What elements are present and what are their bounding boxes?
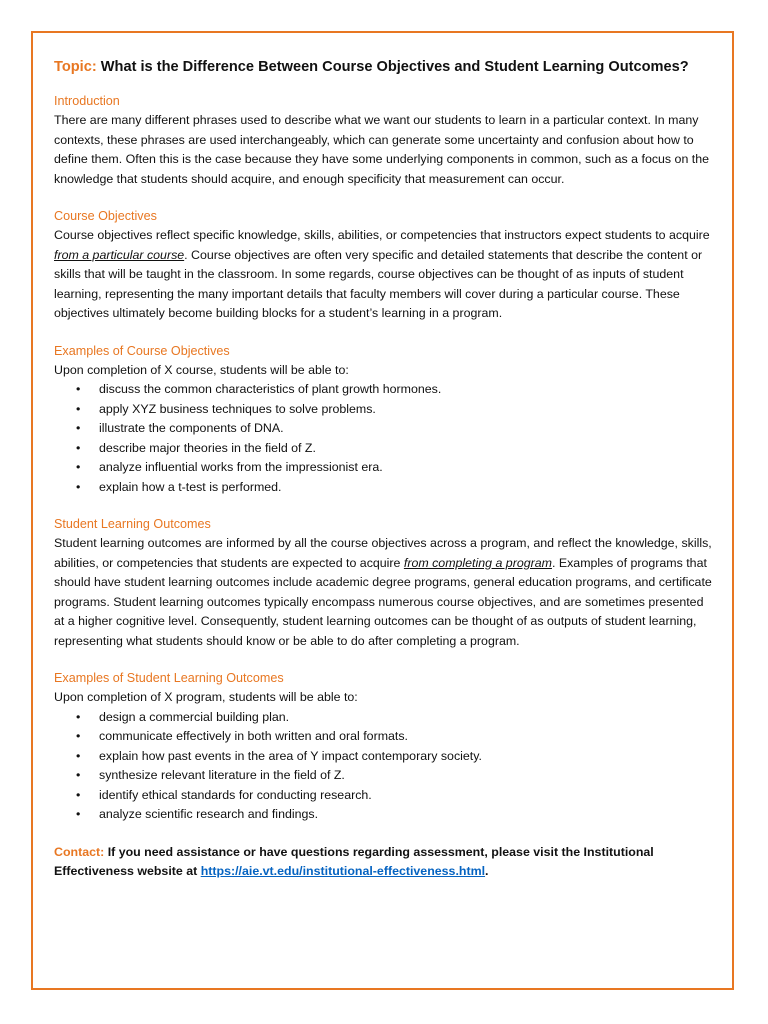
list-item-text: apply XYZ business techniques to solve problems. <box>99 401 376 416</box>
slo-paragraph <box>54 534 716 651</box>
list-item <box>54 805 716 825</box>
bullet-icon: • <box>76 807 81 821</box>
institutional-effectiveness-link[interactable]: https://aie.vt.edu/institutional-effectiveness.html <box>200 864 486 878</box>
bullet-icon: • <box>76 382 81 396</box>
contact-paragraph <box>54 843 716 882</box>
heading-examples-objectives: Examples of Course Objectives <box>54 343 230 358</box>
list-item <box>54 400 716 420</box>
section-examples-slo <box>54 669 716 825</box>
list-item-text: explain how past events in the area of Y impact contemporary society. <box>99 748 482 763</box>
objectives-list <box>54 380 716 497</box>
topic-label: Topic: <box>54 59 97 75</box>
bullet-icon: • <box>76 787 81 802</box>
heading-introduction: Introduction <box>54 94 120 108</box>
heading-examples-slo: Examples of Student Learning Outcomes <box>54 671 284 685</box>
course-objectives-text-end: . Course objectives are often very specific and detailed statements that describe the content or skills that will be taught in the classroom. In some regards, course objectives can be thought of as inputs of student learning, representing the many important details that faculty members will cover during a particular course. These objectives ultimately become building blocks for a student’s learning in a program. <box>54 247 703 320</box>
slo-text-end: . Examples of programs that should have student learning outcomes include academic degree programs, general education programs, and certificate programs. Student learning outcomes typically encompass numerous course objectives, and are sometimes presented at a higher cognitive level. Consequently, student learning outcomes can be thought of as outputs of student learning, representing what students should know or be able to do after completing a program. <box>54 555 712 648</box>
section-course-objectives <box>54 207 716 324</box>
contact-label: Contact: <box>54 844 105 859</box>
list-item <box>54 786 716 806</box>
list-item <box>54 766 716 786</box>
list-item-text: explain how a t-test is performed. <box>99 479 282 494</box>
contact-text: If you need assistance or have questions regarding assessment, please visit the Institutional Effectiveness website at <box>54 844 654 878</box>
intro-paragraph: There are many different phrases used to describe what we want our students to learn in a particular context. In many contexts, these phrases are used interchangeably, which can generate some uncertainty and confusion about how to define them. Often this is the case because they have some underlying components in common, such as a focus on the knowledge that students should acquire, and enough specificity that measurement can occur. <box>54 113 710 186</box>
list-item <box>54 380 716 400</box>
list-item-text: communicate effectively in both written and oral formats. <box>99 729 408 743</box>
list-item-text: analyze influential works from the impressionist era. <box>99 460 383 474</box>
list-item-text: analyze scientific research and findings. <box>99 807 319 821</box>
course-objectives-text-start: Course objectives reflect specific knowledge, skills, abilities, or competencies that instructors expect students to acquire <box>54 228 710 242</box>
list-item <box>54 419 716 439</box>
list-item <box>54 458 716 478</box>
bullet-icon: • <box>76 421 81 435</box>
document-body <box>54 56 716 882</box>
slo-text-start: Student learning outcomes are informed by all the course objectives across a program, and reflect the knowledge, skills, abilities, or competencies that students are expected to acquire <box>54 536 712 570</box>
bullet-icon: • <box>76 440 81 455</box>
section-examples-objectives <box>54 342 716 498</box>
section-introduction <box>54 92 716 189</box>
heading-student-learning-outcomes: Student Learning Outcomes <box>54 517 211 531</box>
bullet-icon: • <box>76 729 81 743</box>
course-objectives-emphasis: from a particular course <box>54 247 185 262</box>
list-item <box>54 727 716 747</box>
course-objectives-paragraph <box>54 226 716 324</box>
list-item-text: synthesize relevant literature in the field of Z. <box>99 768 345 782</box>
bullet-icon: • <box>76 709 81 724</box>
list-item-text: identify ethical standards for conducting research. <box>99 787 372 802</box>
bullet-icon: • <box>76 460 81 474</box>
page-title <box>54 56 716 79</box>
examples-objectives-intro: Upon completion of X course, students will be able to: <box>54 362 349 377</box>
list-item <box>54 747 716 767</box>
section-student-learning-outcomes <box>54 515 716 651</box>
heading-course-objectives: Course Objectives <box>54 209 157 223</box>
bullet-icon: • <box>76 401 81 416</box>
slo-emphasis: from completing a program <box>403 555 552 570</box>
list-item-text: discuss the common characteristics of plant growth hormones. <box>99 382 442 396</box>
list-item-text: describe major theories in the field of Z. <box>99 440 316 455</box>
bullet-icon: • <box>76 479 81 494</box>
bullet-icon: • <box>76 768 81 782</box>
slo-list <box>54 708 716 825</box>
examples-slo-intro: Upon completion of X program, students will be able to: <box>54 690 358 704</box>
list-item <box>54 708 716 728</box>
contact-end: . <box>485 864 489 878</box>
bullet-icon: • <box>76 748 81 763</box>
list-item <box>54 439 716 459</box>
list-item-text: illustrate the components of DNA. <box>99 421 284 435</box>
list-item <box>54 478 716 498</box>
topic-text: What is the Difference Between Course Objectives and Student Learning Outcomes? <box>100 59 689 75</box>
list-item-text: design a commercial building plan. <box>99 709 290 724</box>
